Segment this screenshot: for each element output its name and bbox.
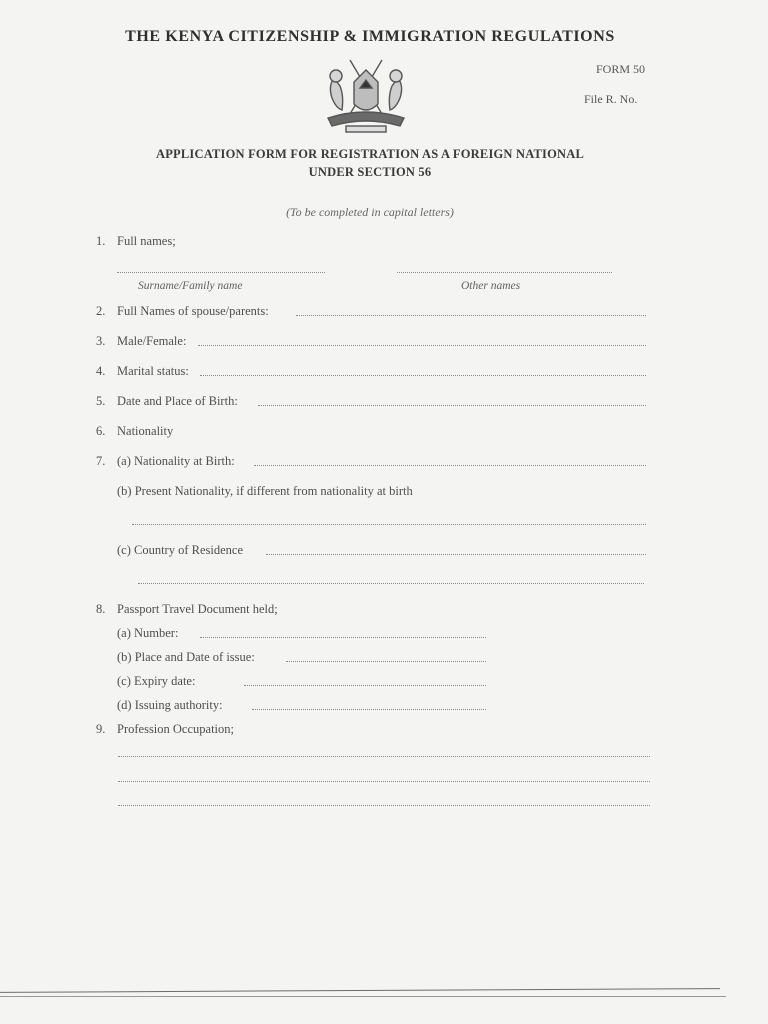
surname-caption: Surname/Family name	[138, 280, 243, 292]
form-instruction: (To be completed in capital letters)	[286, 205, 454, 219]
sex-field[interactable]	[198, 345, 646, 346]
q3-label: Male/Female:	[117, 334, 187, 348]
q5-label: Date and Place of Birth:	[117, 394, 238, 408]
present-nationality-field[interactable]	[132, 524, 646, 525]
file-reference: File R. No.	[584, 92, 638, 106]
scan-edge-line	[0, 988, 720, 993]
q1-label: Full names;	[117, 234, 176, 248]
q9-label: Profession Occupation;	[117, 722, 234, 736]
issuing-authority-field[interactable]	[252, 709, 486, 710]
other-names-field[interactable]	[397, 272, 612, 273]
q8-label: Passport Travel Document held;	[117, 602, 278, 616]
birth-date-place-field[interactable]	[258, 405, 646, 406]
surname-field[interactable]	[117, 272, 325, 273]
q2-number: 2.	[96, 304, 106, 318]
q8c-label: (c) Expiry date:	[117, 674, 196, 688]
q3-number: 3.	[96, 334, 106, 348]
nationality-at-birth-field[interactable]	[254, 465, 646, 466]
other-names-caption: Other names	[461, 280, 521, 292]
q8-number: 8.	[96, 602, 106, 616]
form-heading	[0, 145, 740, 181]
q1-number: 1.	[96, 234, 106, 248]
q7a-label: (a) Nationality at Birth:	[117, 454, 235, 468]
q7b-label: (b) Present Nationality, if different from nationality at birth	[117, 484, 413, 498]
marital-status-field[interactable]	[200, 375, 646, 376]
profession-line-3[interactable]	[118, 805, 650, 806]
q6-number: 6.	[96, 424, 106, 438]
q8b-label: (b) Place and Date of issue:	[117, 650, 255, 664]
coat-of-arms-emblem	[320, 52, 412, 138]
country-of-residence-field[interactable]	[266, 554, 646, 555]
regulations-title: THE KENYA CITIZENSHIP & IMMIGRATION REGULATIONS	[125, 28, 615, 45]
q7c-label: (c) Country of Residence	[117, 543, 244, 557]
q6-label: Nationality	[117, 424, 174, 438]
place-date-issue-field[interactable]	[286, 661, 486, 662]
scan-edge-line-2	[0, 996, 726, 997]
q8d-label: (d) Issuing authority:	[117, 698, 223, 712]
q4-label: Marital status:	[117, 364, 189, 378]
profession-line-1[interactable]	[118, 756, 650, 757]
passport-number-field[interactable]	[200, 637, 486, 638]
expiry-date-field[interactable]	[244, 685, 486, 686]
form-heading-line1: APPLICATION FORM FOR REGISTRATION AS A FOREIGN NATIONAL	[155, 147, 585, 161]
q5-number: 5.	[96, 394, 106, 408]
q2-label: Full Names of spouse/parents:	[117, 304, 269, 318]
q4-number: 4.	[96, 364, 106, 378]
spouse-parents-field[interactable]	[296, 315, 646, 316]
q9-number: 9.	[96, 722, 106, 736]
form-number: FORM 50	[596, 62, 646, 76]
q7-number: 7.	[96, 454, 106, 468]
profession-line-2[interactable]	[118, 781, 650, 782]
form-heading-line2: UNDER SECTION 56	[308, 165, 432, 179]
q8a-label: (a) Number:	[117, 626, 179, 640]
country-of-residence-line2[interactable]	[138, 583, 644, 584]
